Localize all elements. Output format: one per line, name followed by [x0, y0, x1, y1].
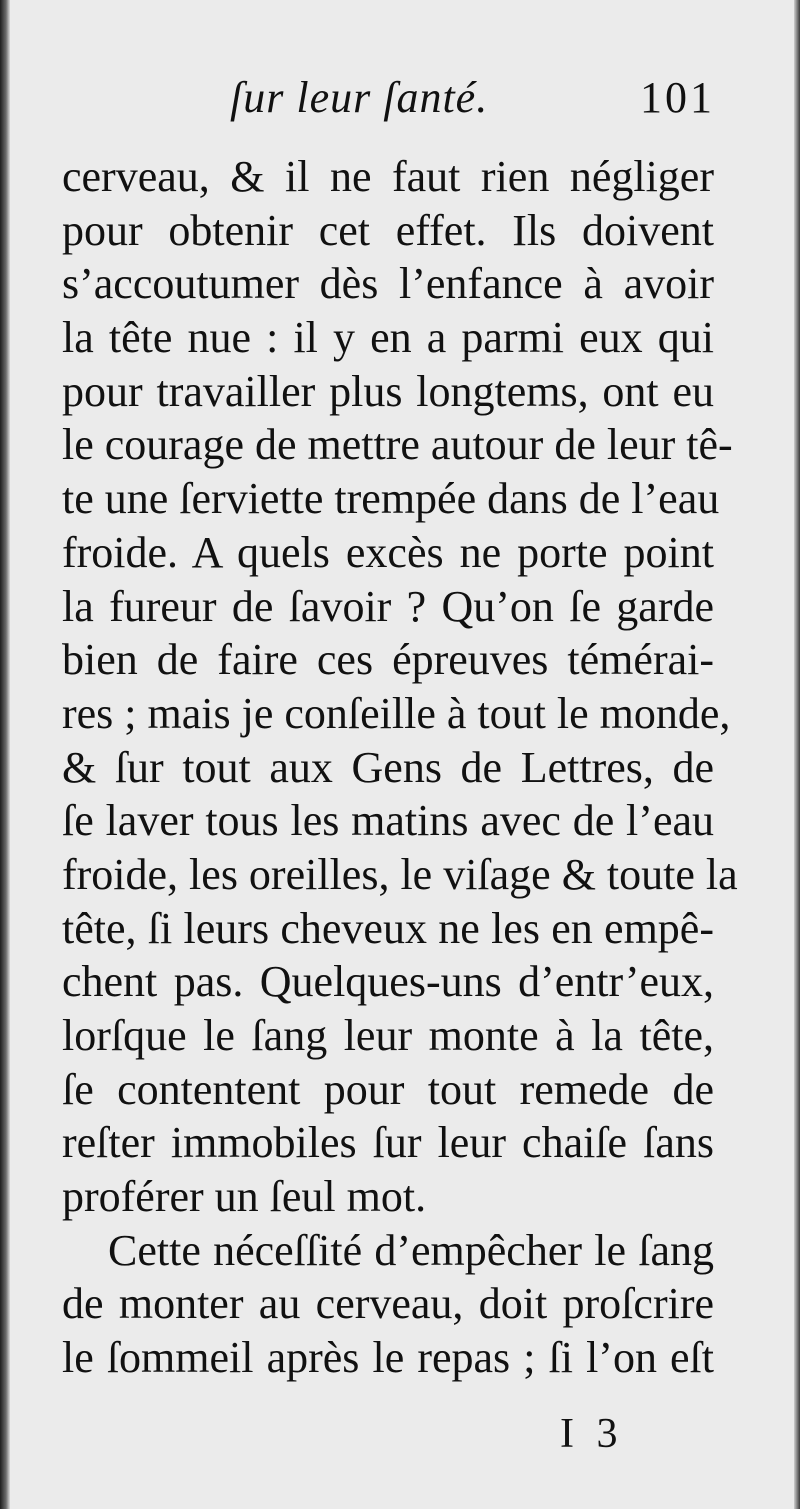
page-edge-right: [794, 0, 800, 1509]
text-line: tête, ſi leurs cheveux ne les en empê-: [62, 903, 714, 953]
text-line: & ſur tout aux Gens de Lettres, de: [62, 742, 714, 792]
text-line: froide. A quels excès ne porte point: [62, 527, 714, 577]
text-line: pour travailler plus longtems, ont eu: [62, 366, 714, 416]
text-line-paragraph-end: proférer un ſeul mot.: [62, 1172, 427, 1222]
text-line: cerveau, & il ne faut rien négliger: [62, 152, 714, 201]
text-line: reſter immobiles ſur leur chaiſe ſans: [62, 1118, 714, 1168]
text-line: froide, les oreilles, le viſage & toute la: [62, 849, 738, 899]
text-line: lorſque le ſang leur monte à la tête,: [62, 1011, 714, 1060]
text-line: la tête nue : il y en a parmi eux qui: [62, 313, 714, 363]
text-line: chent pas. Quelques-uns d’entr’eux,: [62, 957, 714, 1007]
text-line-paragraph-start: Cette néceſſité d’empêcher le ſang: [108, 1225, 714, 1275]
text-line: le courage de mettre autour de leur tê-: [62, 420, 733, 470]
text-line: le ſommeil après le repas ; ſi l’on eſt: [62, 1333, 714, 1383]
text-line: la fureur de ſavoir ? Qu’on ſe garde: [62, 581, 714, 631]
text-line: ſe contentent pour tout remede de: [62, 1064, 714, 1114]
text-line: res ; mais je conſeille à tout le monde,: [62, 688, 731, 738]
text-line: de monter au cerveau, doit proſcrire: [62, 1279, 714, 1329]
body-text: [62, 150, 738, 1385]
signature-mark: I 3: [560, 1411, 624, 1457]
text-line: pour obtenir cet effet. Ils doivent: [62, 205, 714, 255]
text-line: bien de faire ces épreuves témérai-: [62, 635, 714, 685]
page-edge-left: [0, 0, 10, 1509]
text-line: s’accoutumer dès l’enfance à avoir: [62, 259, 714, 309]
page-number: 101: [640, 73, 715, 122]
running-title: ſur leur ſanté.: [230, 73, 489, 122]
text-line: te une ſerviette trempée dans de l’eau: [62, 474, 720, 524]
text-line: ſe laver tous les matins avec de l’eau: [62, 796, 714, 846]
